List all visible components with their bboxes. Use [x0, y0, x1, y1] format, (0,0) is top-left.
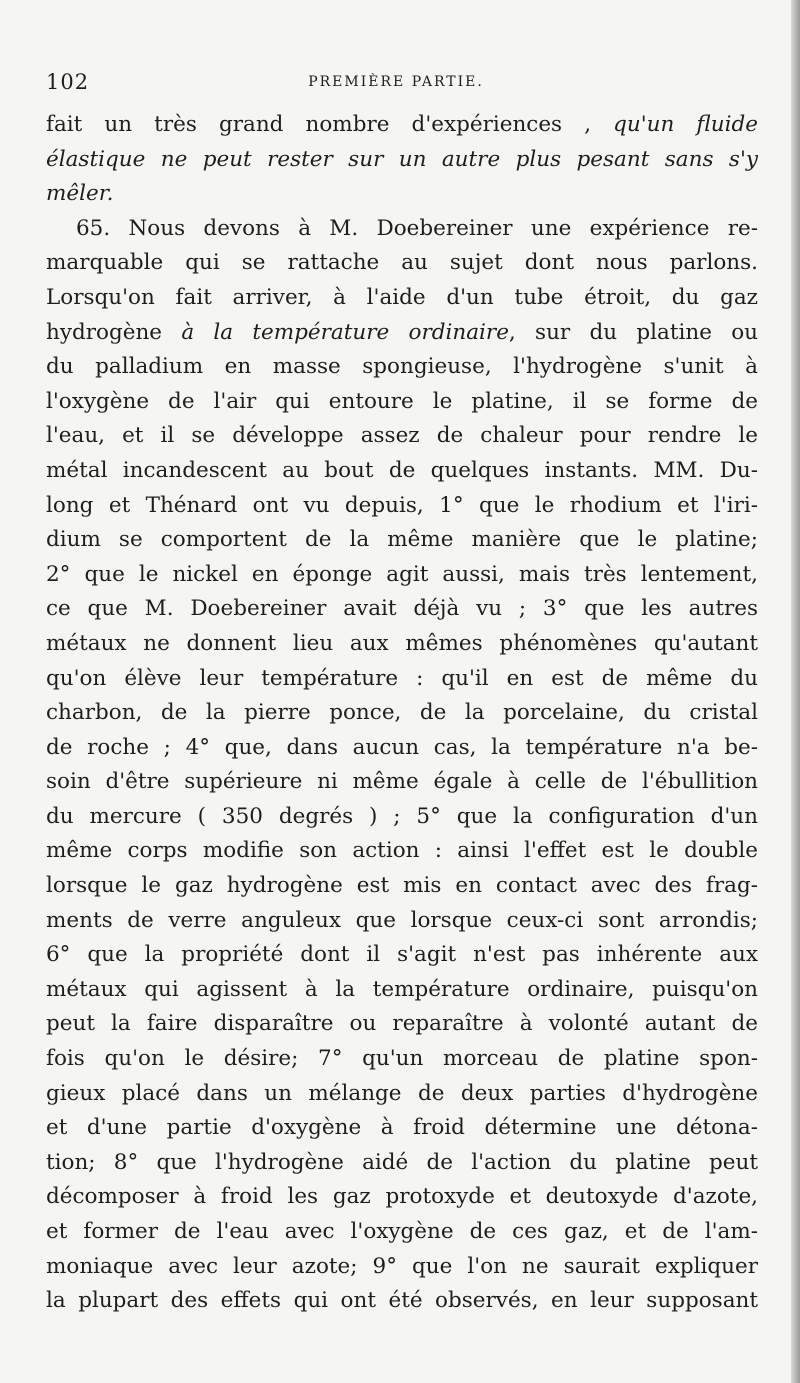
text-line: qu'on élève leur température : qu'il en est de même du: [46, 665, 758, 691]
page-number: 102: [46, 70, 90, 94]
text-line: métaux qui agissent à la température ordinaire, puisqu'on: [46, 976, 758, 1002]
text-line: fait un très grand nombre d'expériences , qu'un fluide: [46, 112, 758, 137]
page-header: [46, 66, 746, 100]
text-line: marquable qui se rattache au sujet dont nous parlons.: [46, 250, 758, 276]
text-line: du palladium en masse spongieuse, l'hydrogène s'unit à: [46, 354, 758, 380]
text-line: moniaque avec leur azote; 9° que l'on ne saurait expliquer: [46, 1253, 758, 1279]
text-line: même corps modifie son action : ainsi l'effet est le double: [46, 838, 758, 864]
text-line: décomposer à froid les gaz protoxyde et deutoxyde d'azote,: [46, 1184, 758, 1210]
text-line: lorsque le gaz hydrogène est mis en contact avec des frag-: [46, 873, 758, 899]
scan-edge: [791, 0, 800, 1383]
text-line: la plupart des effets qui ont été observés, en leur supposant: [46, 1288, 758, 1314]
running-head: PREMIÈRE PARTIE.: [308, 74, 484, 90]
text-line: métaux ne donnent lieu aux mêmes phénomènes qu'autant: [46, 630, 758, 656]
text-line: de roche ; 4° que, dans aucun cas, la température n'a be-: [46, 734, 758, 760]
text-line: soin d'être supérieure ni même égale à celle de l'ébullition: [46, 769, 758, 795]
text-line: 6° que la propriété dont il s'agit n'est pas inhérente aux: [46, 942, 758, 968]
text-line: tion; 8° que l'hydrogène aidé de l'action du platine peut: [46, 1149, 758, 1175]
text-line: l'oxygène de l'air qui entoure le platine, il se forme de: [46, 388, 758, 414]
text-line: Lorsqu'on fait arriver, à l'aide d'un tube étroit, du gaz: [46, 284, 758, 310]
text-line: l'eau, et il se développe assez de chaleur pour rendre le: [46, 423, 758, 449]
text-line: mêler.: [46, 181, 114, 207]
text-line: ce que M. Doebereiner avait déjà vu ; 3° que les autres: [46, 596, 758, 622]
text-line: 65. Nous devons à M. Doebereiner une expérience re-: [76, 215, 758, 241]
text-line: et d'une partie d'oxygène à froid détermine une détona-: [46, 1115, 758, 1141]
text-line: long et Thénard ont vu depuis, 1° que le rhodium et l'iri-: [46, 492, 758, 518]
text-line: charbon, de la pierre ponce, de la porcelaine, du cristal: [46, 700, 758, 726]
text-line: gieux placé dans un mélange de deux parties d'hydrogène: [46, 1080, 758, 1106]
text-line: élastique ne peut rester sur un autre plus pesant sans s'y: [46, 146, 758, 172]
text-line: fois qu'on le désire; 7° qu'un morceau de platine spon-: [46, 1046, 758, 1072]
text-line: peut la faire disparaître ou reparaître à volonté autant de: [46, 1011, 758, 1037]
text-line: et former de l'eau avec l'oxygène de ces gaz, et de l'am-: [46, 1219, 758, 1244]
body-text: [46, 108, 758, 1319]
text-line: hydrogène à la température ordinaire, sur du platine ou: [46, 319, 758, 345]
text-line: 2° que le nickel en éponge agit aussi, mais très lentement,: [46, 561, 758, 587]
text-line: ments de verre anguleux que lorsque ceux-ci sont arrondis;: [46, 907, 758, 933]
text-line: dium se comportent de la même manière que le platine;: [46, 527, 758, 553]
text-line: métal incandescent au bout de quelques instants. MM. Du-: [46, 457, 758, 483]
text-line: du mercure ( 350 degrés ) ; 5° que la configuration d'un: [46, 803, 758, 829]
